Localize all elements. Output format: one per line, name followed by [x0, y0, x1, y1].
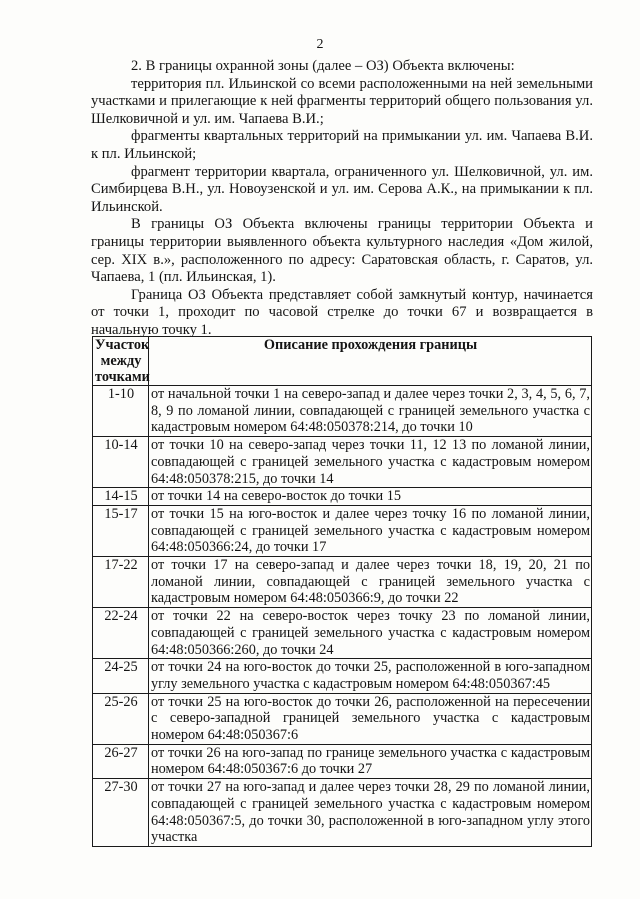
table-row — [93, 437, 592, 488]
segment-cell: 25-26 — [93, 693, 149, 744]
paragraph-quarter-fragment: фрагмент территории квартала, ограниченного ул. Шелковичной, ул. им. Симбирцева В.Н., ул. Новоузенской и ул. им. Серова А.К., на примыкании к пл. Ильинской. — [91, 163, 593, 215]
table-row — [93, 557, 592, 608]
segment-cell: 22-24 — [93, 608, 149, 659]
paragraph-quarter-fragments: фрагменты квартальных территорий на примыкании ул. им. Чапаева В.И. к пл. Ильинской; — [91, 128, 593, 162]
segment-cell: 26-27 — [93, 744, 149, 778]
segment-cell: 15-17 — [93, 505, 149, 556]
segment-cell: 24-25 — [93, 659, 149, 693]
table-row — [93, 693, 592, 744]
table-row — [93, 744, 592, 778]
segment-cell: 27-30 — [93, 779, 149, 847]
segment-cell: 10-14 — [93, 437, 149, 488]
description-cell: от точки 25 на юго-восток до точки 26, расположенной на пересечении с северо-западной границей земельного участка с кадастровым номером 64:48:050367:6 — [149, 693, 592, 744]
table-row — [93, 608, 592, 659]
description-cell: от точки 17 на северо-запад и далее через точки 18, 19, 20, 21 по ломаной линии, совпадающей с границей земельного участка с кадастровым номером 64:48:050366:9, до точки 22 — [149, 557, 592, 608]
segment-cell: 14-15 — [93, 488, 149, 506]
table-row — [93, 659, 592, 693]
paragraph-oz-intro: 2. В границы охранной зоны (далее – ОЗ) Объекта включены: — [131, 58, 515, 74]
header-segment: Участок между точками — [93, 337, 149, 386]
description-cell: от точки 10 на северо-запад через точки 11, 12 13 по ломаной линии, совпадающей с границей земельного участка с кадастровым номером 64:48:050378:215, до точки 14 — [149, 437, 592, 488]
description-cell: от начальной точки 1 на северо-запад и далее через точки 2, 3, 4, 5, 6, 7, 8, 9 по ломаной линии, совпадающей с границей земельного участка с кадастровым номером 64:48:050378:214, до точки 10 — [149, 386, 592, 437]
boundary-table — [92, 336, 592, 847]
description-cell: от точки 27 на юго-запад и далее через точки 28, 29 по ломаной линии, совпадающей с границей земельного участка с кадастровым номером 64:48:050367:5, до точки 30, расположенной в юго-западном углу этого участка — [149, 779, 592, 847]
table-row — [93, 386, 592, 437]
table-header-row — [93, 337, 592, 386]
description-cell: от точки 26 на юго-запад по границе земельного участка с кадастровым номером 64:48:050367:6 до точки 27 — [149, 744, 592, 778]
paragraph-ilinskaya-square: территория пл. Ильинской со всеми расположенными на ней земельными участками и прилегающие к ней фрагменты территорий общего пользования ул. Шелковичной и ул. им. Чапаева В.И.; — [91, 75, 593, 127]
header-description: Описание прохождения границы — [149, 337, 592, 386]
table-row — [93, 505, 592, 556]
description-cell: от точки 24 на юго-восток до точки 25, расположенной в юго-западном углу земельного участка с кадастровым номером 64:48:050367:45 — [149, 659, 592, 693]
description-cell: от точки 22 на северо-восток через точку 23 по ломаной линии, совпадающей с границей земельного участка с кадастровым номером 64:48:050366:260, до точки 24 — [149, 608, 592, 659]
description-cell: от точки 14 на северо-восток до точки 15 — [149, 488, 592, 506]
segment-cell: 1-10 — [93, 386, 149, 437]
body-text — [91, 58, 593, 340]
table-row — [93, 779, 592, 847]
page-number: 2 — [316, 37, 324, 52]
description-cell: от точки 15 на юго-восток и далее через точку 16 по ломаной линии, совпадающей с границей земельного участка с кадастровым номером 64:48:050366:24, до точки 17 — [149, 505, 592, 556]
segment-cell: 17-22 — [93, 557, 149, 608]
table-row — [93, 488, 592, 506]
paragraph-object-boundaries: В границы ОЗ Объекта включены границы территории Объекта и границы территории выявленного объекта культурного наследия «Дом жилой, сер. XIX в.», расположенного по адресу: Саратовская область, г. Саратов, ул. Чапаева, 1 (пл. Ильинская, 1). — [91, 216, 593, 286]
paragraph-closed-contour: Граница ОЗ Объекта представляет собой замкнутый контур, начинается от точки 1, проходит по часовой стрелке до точки 67 и возвращается в начальную точку 1. — [91, 286, 593, 338]
